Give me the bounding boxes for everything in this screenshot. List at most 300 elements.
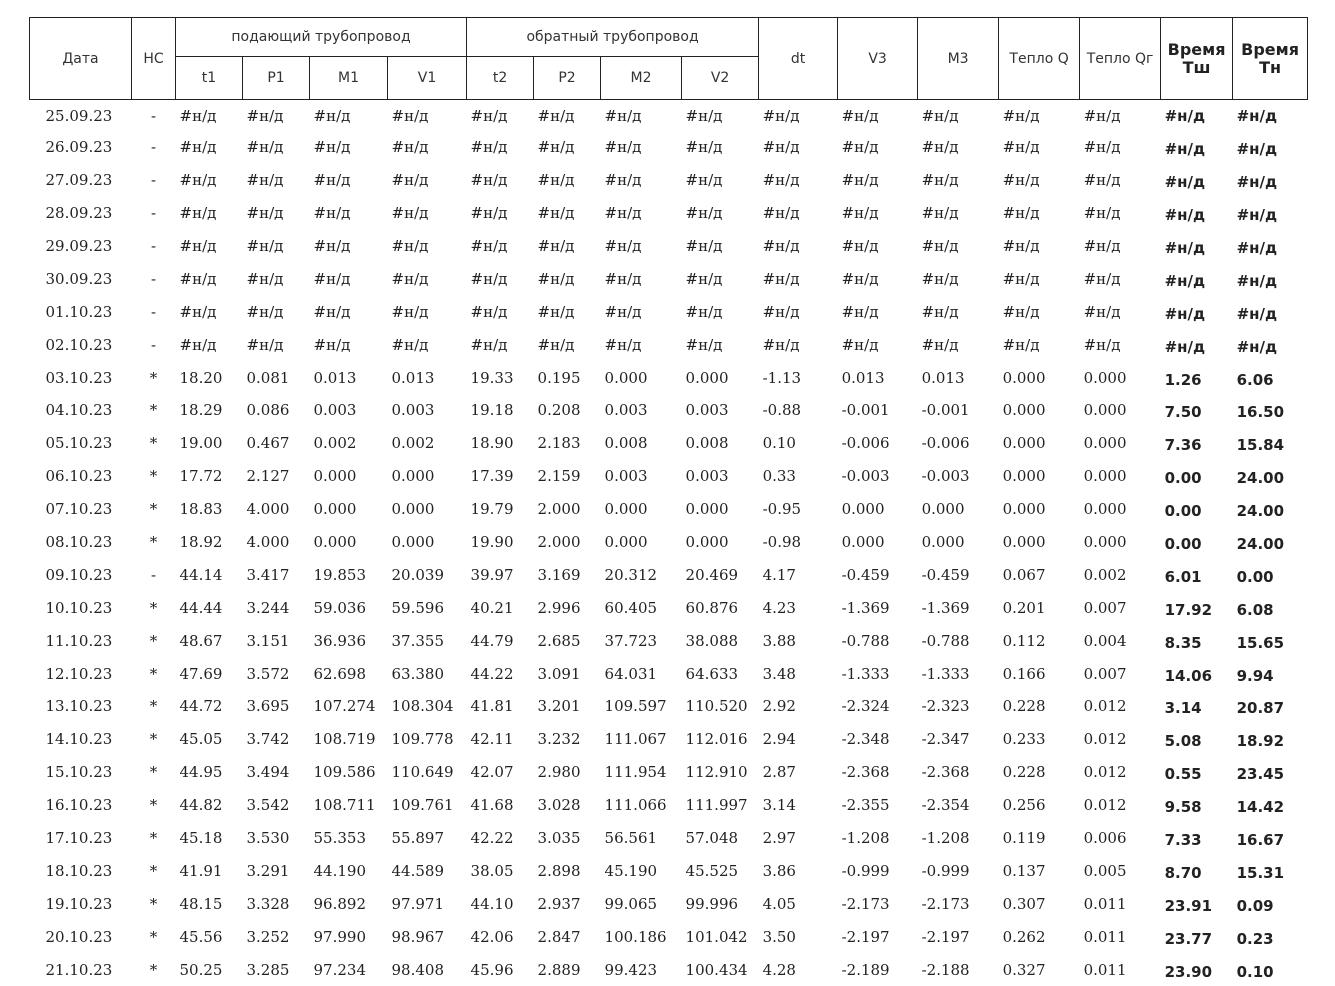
table-row xyxy=(30,361,1308,394)
cell-m2: 64.031 xyxy=(601,657,682,690)
cell-heat-qg: 0.007 xyxy=(1080,591,1161,624)
cell-t2: 18.90 xyxy=(467,427,534,460)
table-header xyxy=(30,18,1308,100)
header-time-tn: Время Тн xyxy=(1233,18,1308,100)
cell-v1: 98.408 xyxy=(388,953,467,986)
cell-m1: 59.036 xyxy=(310,591,388,624)
cell-m2: 111.066 xyxy=(601,789,682,822)
cell-p2: 3.232 xyxy=(534,723,601,756)
cell-t1: 45.56 xyxy=(176,920,243,953)
cell-time-tsh: #н/д xyxy=(1161,131,1233,164)
cell-heat-qg: #н/д xyxy=(1080,197,1161,230)
cell-time-tsh: 8.35 xyxy=(1161,624,1233,657)
table-row xyxy=(30,953,1308,986)
cell-heat-q: #н/д xyxy=(999,164,1080,197)
cell-m3: #н/д xyxy=(918,230,999,263)
cell-t2: 19.90 xyxy=(467,526,534,559)
cell-time-tn: #н/д xyxy=(1233,131,1308,164)
cell-v2: #н/д xyxy=(682,328,759,361)
table-row xyxy=(30,427,1308,460)
cell-t2: #н/д xyxy=(467,131,534,164)
cell-ns: * xyxy=(132,394,176,427)
cell-p2: 2.889 xyxy=(534,953,601,986)
cell-p2: #н/д xyxy=(534,164,601,197)
cell-p1: #н/д xyxy=(243,230,310,263)
cell-heat-qg: #н/д xyxy=(1080,262,1161,295)
cell-t1: 17.72 xyxy=(176,460,243,493)
cell-m2: 109.597 xyxy=(601,690,682,723)
cell-time-tn: 16.67 xyxy=(1233,822,1308,855)
cell-time-tsh: 6.01 xyxy=(1161,558,1233,591)
cell-v2: #н/д xyxy=(682,295,759,328)
cell-t2: 19.79 xyxy=(467,493,534,526)
cell-t1: #н/д xyxy=(176,131,243,164)
cell-m2: #н/д xyxy=(601,197,682,230)
cell-ns: * xyxy=(132,822,176,855)
cell-heat-qg: 0.011 xyxy=(1080,887,1161,920)
cell-m3: #н/д xyxy=(918,164,999,197)
cell-heat-qg: 0.012 xyxy=(1080,723,1161,756)
cell-t1: #н/д xyxy=(176,262,243,295)
cell-t2: #н/д xyxy=(467,197,534,230)
cell-p2: 3.091 xyxy=(534,657,601,690)
cell-t2: 45.96 xyxy=(467,953,534,986)
table-body xyxy=(30,100,1308,986)
cell-t2: 42.22 xyxy=(467,822,534,855)
cell-time-tn: 0.10 xyxy=(1233,953,1308,986)
cell-p1: 3.151 xyxy=(243,624,310,657)
cell-v1: 44.589 xyxy=(388,854,467,887)
cell-ns: - xyxy=(132,328,176,361)
cell-time-tsh: 9.58 xyxy=(1161,789,1233,822)
cell-v3: #н/д xyxy=(838,328,918,361)
cell-heat-qg: 0.005 xyxy=(1080,854,1161,887)
cell-m3: -0.006 xyxy=(918,427,999,460)
cell-heat-q: 0.112 xyxy=(999,624,1080,657)
cell-heat-q: #н/д xyxy=(999,197,1080,230)
cell-m1: #н/д xyxy=(310,197,388,230)
cell-v3: -2.324 xyxy=(838,690,918,723)
cell-v3: -1.208 xyxy=(838,822,918,855)
header-date: Дата xyxy=(30,18,132,100)
cell-t2: 42.11 xyxy=(467,723,534,756)
cell-v3: #н/д xyxy=(838,295,918,328)
cell-v1: 109.778 xyxy=(388,723,467,756)
cell-time-tsh: 0.55 xyxy=(1161,756,1233,789)
cell-time-tn: 15.65 xyxy=(1233,624,1308,657)
cell-v1: #н/д xyxy=(388,197,467,230)
cell-heat-qg: 0.000 xyxy=(1080,526,1161,559)
cell-m3: #н/д xyxy=(918,100,999,131)
cell-heat-qg: 0.002 xyxy=(1080,558,1161,591)
cell-v1: 109.761 xyxy=(388,789,467,822)
cell-v3: -0.006 xyxy=(838,427,918,460)
cell-ns: * xyxy=(132,690,176,723)
table-row xyxy=(30,657,1308,690)
cell-v2: 0.000 xyxy=(682,493,759,526)
cell-t1: 48.67 xyxy=(176,624,243,657)
cell-v3: 0.000 xyxy=(838,526,918,559)
cell-m1: 19.853 xyxy=(310,558,388,591)
cell-m3: #н/д xyxy=(918,295,999,328)
cell-time-tsh: 0.00 xyxy=(1161,460,1233,493)
cell-v3: -0.788 xyxy=(838,624,918,657)
cell-v1: 63.380 xyxy=(388,657,467,690)
cell-m1: 55.353 xyxy=(310,822,388,855)
cell-dt: #н/д xyxy=(759,197,838,230)
cell-v3: -2.197 xyxy=(838,920,918,953)
cell-date: 06.10.23 xyxy=(30,460,132,493)
table-row xyxy=(30,526,1308,559)
cell-t2: 41.68 xyxy=(467,789,534,822)
cell-p2: 2.000 xyxy=(534,526,601,559)
table-row xyxy=(30,887,1308,920)
cell-time-tn: 15.31 xyxy=(1233,854,1308,887)
cell-date: 01.10.23 xyxy=(30,295,132,328)
cell-date: 29.09.23 xyxy=(30,230,132,263)
cell-m2: 111.954 xyxy=(601,756,682,789)
cell-dt: 0.33 xyxy=(759,460,838,493)
cell-p2: 2.898 xyxy=(534,854,601,887)
cell-heat-q: #н/д xyxy=(999,100,1080,131)
cell-m1: 108.711 xyxy=(310,789,388,822)
cell-date: 11.10.23 xyxy=(30,624,132,657)
cell-time-tn: #н/д xyxy=(1233,230,1308,263)
cell-p1: #н/д xyxy=(243,328,310,361)
header-t1: t1 xyxy=(176,57,243,100)
cell-t2: 39.97 xyxy=(467,558,534,591)
cell-dt: 4.23 xyxy=(759,591,838,624)
cell-heat-q: 0.228 xyxy=(999,756,1080,789)
cell-m3: -0.459 xyxy=(918,558,999,591)
header-m1: M1 xyxy=(310,57,388,100)
cell-p1: 3.695 xyxy=(243,690,310,723)
cell-t1: 45.05 xyxy=(176,723,243,756)
cell-time-tsh: 17.92 xyxy=(1161,591,1233,624)
cell-t1: 45.18 xyxy=(176,822,243,855)
cell-v3: -0.003 xyxy=(838,460,918,493)
cell-date: 25.09.23 xyxy=(30,100,132,131)
cell-m2: #н/д xyxy=(601,131,682,164)
cell-heat-qg: 0.007 xyxy=(1080,657,1161,690)
cell-time-tn: 16.50 xyxy=(1233,394,1308,427)
cell-p2: 2.000 xyxy=(534,493,601,526)
cell-p1: 3.572 xyxy=(243,657,310,690)
cell-date: 16.10.23 xyxy=(30,789,132,822)
cell-v1: 37.355 xyxy=(388,624,467,657)
header-t2: t2 xyxy=(467,57,534,100)
header-v1: V1 xyxy=(388,57,467,100)
cell-ns: * xyxy=(132,526,176,559)
cell-m1: 0.002 xyxy=(310,427,388,460)
cell-heat-q: 0.137 xyxy=(999,854,1080,887)
cell-m2: #н/д xyxy=(601,230,682,263)
cell-time-tsh: 14.06 xyxy=(1161,657,1233,690)
cell-heat-q: #н/д xyxy=(999,230,1080,263)
cell-t1: 50.25 xyxy=(176,953,243,986)
cell-p1: 0.086 xyxy=(243,394,310,427)
cell-time-tn: 23.45 xyxy=(1233,756,1308,789)
cell-date: 20.10.23 xyxy=(30,920,132,953)
cell-m1: #н/д xyxy=(310,164,388,197)
table-row xyxy=(30,854,1308,887)
cell-ns: * xyxy=(132,887,176,920)
cell-v2: 60.876 xyxy=(682,591,759,624)
cell-heat-qg: 0.006 xyxy=(1080,822,1161,855)
header-heat-qg: Тепло Qг xyxy=(1080,18,1161,100)
cell-p1: 3.244 xyxy=(243,591,310,624)
cell-v1: 0.002 xyxy=(388,427,467,460)
cell-date: 14.10.23 xyxy=(30,723,132,756)
cell-p1: #н/д xyxy=(243,197,310,230)
cell-m1: 0.000 xyxy=(310,526,388,559)
cell-p1: 4.000 xyxy=(243,493,310,526)
cell-dt: 2.92 xyxy=(759,690,838,723)
cell-v2: 0.000 xyxy=(682,361,759,394)
table-row xyxy=(30,262,1308,295)
table-row xyxy=(30,460,1308,493)
cell-heat-q: #н/д xyxy=(999,131,1080,164)
cell-dt: -0.98 xyxy=(759,526,838,559)
cell-v3: -0.459 xyxy=(838,558,918,591)
cell-p2: 0.208 xyxy=(534,394,601,427)
cell-v2: #н/д xyxy=(682,197,759,230)
cell-m1: #н/д xyxy=(310,262,388,295)
cell-date: 26.09.23 xyxy=(30,131,132,164)
cell-v2: 110.520 xyxy=(682,690,759,723)
cell-dt: 3.14 xyxy=(759,789,838,822)
cell-t1: 18.92 xyxy=(176,526,243,559)
cell-dt: #н/д xyxy=(759,164,838,197)
cell-v3: -1.333 xyxy=(838,657,918,690)
cell-ns: * xyxy=(132,920,176,953)
cell-p2: #н/д xyxy=(534,197,601,230)
header-m2: M2 xyxy=(601,57,682,100)
cell-heat-qg: #н/д xyxy=(1080,131,1161,164)
table-row xyxy=(30,756,1308,789)
cell-v3: -2.368 xyxy=(838,756,918,789)
cell-time-tn: 15.84 xyxy=(1233,427,1308,460)
cell-v2: #н/д xyxy=(682,230,759,263)
cell-heat-q: 0.166 xyxy=(999,657,1080,690)
cell-time-tsh: #н/д xyxy=(1161,328,1233,361)
cell-v2: 0.008 xyxy=(682,427,759,460)
cell-p1: #н/д xyxy=(243,295,310,328)
cell-m3: 0.000 xyxy=(918,493,999,526)
cell-v2: 20.469 xyxy=(682,558,759,591)
cell-m3: -1.208 xyxy=(918,822,999,855)
header-supply-pipeline: подающий трубопровод xyxy=(176,18,467,57)
cell-v1: #н/д xyxy=(388,131,467,164)
cell-m3: -0.001 xyxy=(918,394,999,427)
cell-t1: 44.44 xyxy=(176,591,243,624)
cell-v1: #н/д xyxy=(388,164,467,197)
cell-m1: 0.000 xyxy=(310,493,388,526)
cell-heat-q: 0.000 xyxy=(999,493,1080,526)
cell-v2: #н/д xyxy=(682,262,759,295)
cell-date: 28.09.23 xyxy=(30,197,132,230)
cell-p2: 2.996 xyxy=(534,591,601,624)
cell-m3: -2.188 xyxy=(918,953,999,986)
cell-v2: 38.088 xyxy=(682,624,759,657)
cell-v1: #н/д xyxy=(388,328,467,361)
cell-dt: -1.13 xyxy=(759,361,838,394)
cell-t2: #н/д xyxy=(467,100,534,131)
cell-p1: 3.494 xyxy=(243,756,310,789)
cell-m1: 107.274 xyxy=(310,690,388,723)
cell-t2: #н/д xyxy=(467,295,534,328)
cell-date: 27.09.23 xyxy=(30,164,132,197)
cell-m3: -2.173 xyxy=(918,887,999,920)
table-row xyxy=(30,591,1308,624)
cell-heat-qg: 0.000 xyxy=(1080,460,1161,493)
cell-m3: #н/д xyxy=(918,131,999,164)
cell-v1: #н/д xyxy=(388,295,467,328)
cell-t1: 44.72 xyxy=(176,690,243,723)
cell-p2: 0.195 xyxy=(534,361,601,394)
cell-dt: 0.10 xyxy=(759,427,838,460)
cell-t2: 44.10 xyxy=(467,887,534,920)
cell-heat-q: 0.000 xyxy=(999,427,1080,460)
cell-time-tn: 9.94 xyxy=(1233,657,1308,690)
header-p2: P2 xyxy=(534,57,601,100)
cell-time-tsh: 1.26 xyxy=(1161,361,1233,394)
cell-time-tsh: 23.77 xyxy=(1161,920,1233,953)
cell-m2: 99.423 xyxy=(601,953,682,986)
cell-v3: -2.189 xyxy=(838,953,918,986)
cell-ns: - xyxy=(132,164,176,197)
cell-m2: #н/д xyxy=(601,164,682,197)
cell-m2: #н/д xyxy=(601,262,682,295)
cell-v2: 0.003 xyxy=(682,460,759,493)
cell-heat-q: #н/д xyxy=(999,262,1080,295)
cell-ns: * xyxy=(132,493,176,526)
table-row xyxy=(30,822,1308,855)
cell-heat-q: #н/д xyxy=(999,328,1080,361)
cell-p2: #н/д xyxy=(534,295,601,328)
cell-dt: 4.17 xyxy=(759,558,838,591)
cell-t2: 44.22 xyxy=(467,657,534,690)
cell-time-tsh: #н/д xyxy=(1161,164,1233,197)
cell-p2: 2.980 xyxy=(534,756,601,789)
cell-time-tsh: #н/д xyxy=(1161,197,1233,230)
cell-time-tn: 0.23 xyxy=(1233,920,1308,953)
cell-p1: 3.530 xyxy=(243,822,310,855)
cell-ns: * xyxy=(132,723,176,756)
header-p1: P1 xyxy=(243,57,310,100)
cell-ns: - xyxy=(132,558,176,591)
cell-m3: -2.347 xyxy=(918,723,999,756)
cell-v2: 57.048 xyxy=(682,822,759,855)
cell-m2: 60.405 xyxy=(601,591,682,624)
cell-v2: 45.525 xyxy=(682,854,759,887)
cell-m2: 20.312 xyxy=(601,558,682,591)
cell-p1: 3.291 xyxy=(243,854,310,887)
cell-date: 03.10.23 xyxy=(30,361,132,394)
cell-heat-q: 0.000 xyxy=(999,361,1080,394)
cell-m3: -2.354 xyxy=(918,789,999,822)
header-ns: НС xyxy=(132,18,176,100)
cell-m2: 0.000 xyxy=(601,361,682,394)
cell-t2: #н/д xyxy=(467,230,534,263)
cell-v2: 100.434 xyxy=(682,953,759,986)
cell-v3: #н/д xyxy=(838,262,918,295)
cell-m1: 44.190 xyxy=(310,854,388,887)
cell-p1: 3.417 xyxy=(243,558,310,591)
cell-m2: 100.186 xyxy=(601,920,682,953)
cell-heat-q: 0.067 xyxy=(999,558,1080,591)
cell-heat-qg: #н/д xyxy=(1080,328,1161,361)
cell-v3: 0.013 xyxy=(838,361,918,394)
cell-ns: * xyxy=(132,657,176,690)
table-row xyxy=(30,164,1308,197)
cell-date: 04.10.23 xyxy=(30,394,132,427)
cell-ns: * xyxy=(132,756,176,789)
cell-v1: 59.596 xyxy=(388,591,467,624)
cell-t2: 19.33 xyxy=(467,361,534,394)
cell-t1: 18.29 xyxy=(176,394,243,427)
cell-v1: #н/д xyxy=(388,262,467,295)
cell-v1: 0.000 xyxy=(388,493,467,526)
header-v3: V3 xyxy=(838,18,918,100)
cell-heat-q: 0.233 xyxy=(999,723,1080,756)
cell-v1: 0.000 xyxy=(388,460,467,493)
cell-m1: 109.586 xyxy=(310,756,388,789)
cell-heat-q: 0.119 xyxy=(999,822,1080,855)
cell-t1: #н/д xyxy=(176,197,243,230)
cell-time-tsh: 8.70 xyxy=(1161,854,1233,887)
cell-heat-q: 0.256 xyxy=(999,789,1080,822)
cell-v2: 0.003 xyxy=(682,394,759,427)
cell-m1: #н/д xyxy=(310,230,388,263)
cell-m3: -1.369 xyxy=(918,591,999,624)
cell-t1: 18.20 xyxy=(176,361,243,394)
cell-m2: 45.190 xyxy=(601,854,682,887)
cell-ns: * xyxy=(132,427,176,460)
cell-m1: 62.698 xyxy=(310,657,388,690)
cell-m3: -1.333 xyxy=(918,657,999,690)
cell-t2: 40.21 xyxy=(467,591,534,624)
cell-time-tsh: #н/д xyxy=(1161,100,1233,131)
cell-v1: 55.897 xyxy=(388,822,467,855)
cell-v1: 0.003 xyxy=(388,394,467,427)
cell-p2: 3.028 xyxy=(534,789,601,822)
cell-p2: 3.169 xyxy=(534,558,601,591)
header-dt: dt xyxy=(759,18,838,100)
cell-dt: #н/д xyxy=(759,295,838,328)
table-row xyxy=(30,230,1308,263)
cell-m2: 0.008 xyxy=(601,427,682,460)
cell-m1: 0.000 xyxy=(310,460,388,493)
cell-m1: #н/д xyxy=(310,100,388,131)
cell-dt: 4.05 xyxy=(759,887,838,920)
cell-v1: 98.967 xyxy=(388,920,467,953)
cell-v3: -2.348 xyxy=(838,723,918,756)
cell-p2: 2.685 xyxy=(534,624,601,657)
table-row xyxy=(30,328,1308,361)
header-heat-q: Тепло Q xyxy=(999,18,1080,100)
cell-dt: #н/д xyxy=(759,230,838,263)
cell-dt: 3.86 xyxy=(759,854,838,887)
cell-v1: 97.971 xyxy=(388,887,467,920)
cell-time-tsh: 23.90 xyxy=(1161,953,1233,986)
cell-t2: 41.81 xyxy=(467,690,534,723)
cell-ns: * xyxy=(132,591,176,624)
cell-ns: * xyxy=(132,624,176,657)
cell-m3: -0.003 xyxy=(918,460,999,493)
header-v2: V2 xyxy=(682,57,759,100)
cell-m3: 0.013 xyxy=(918,361,999,394)
